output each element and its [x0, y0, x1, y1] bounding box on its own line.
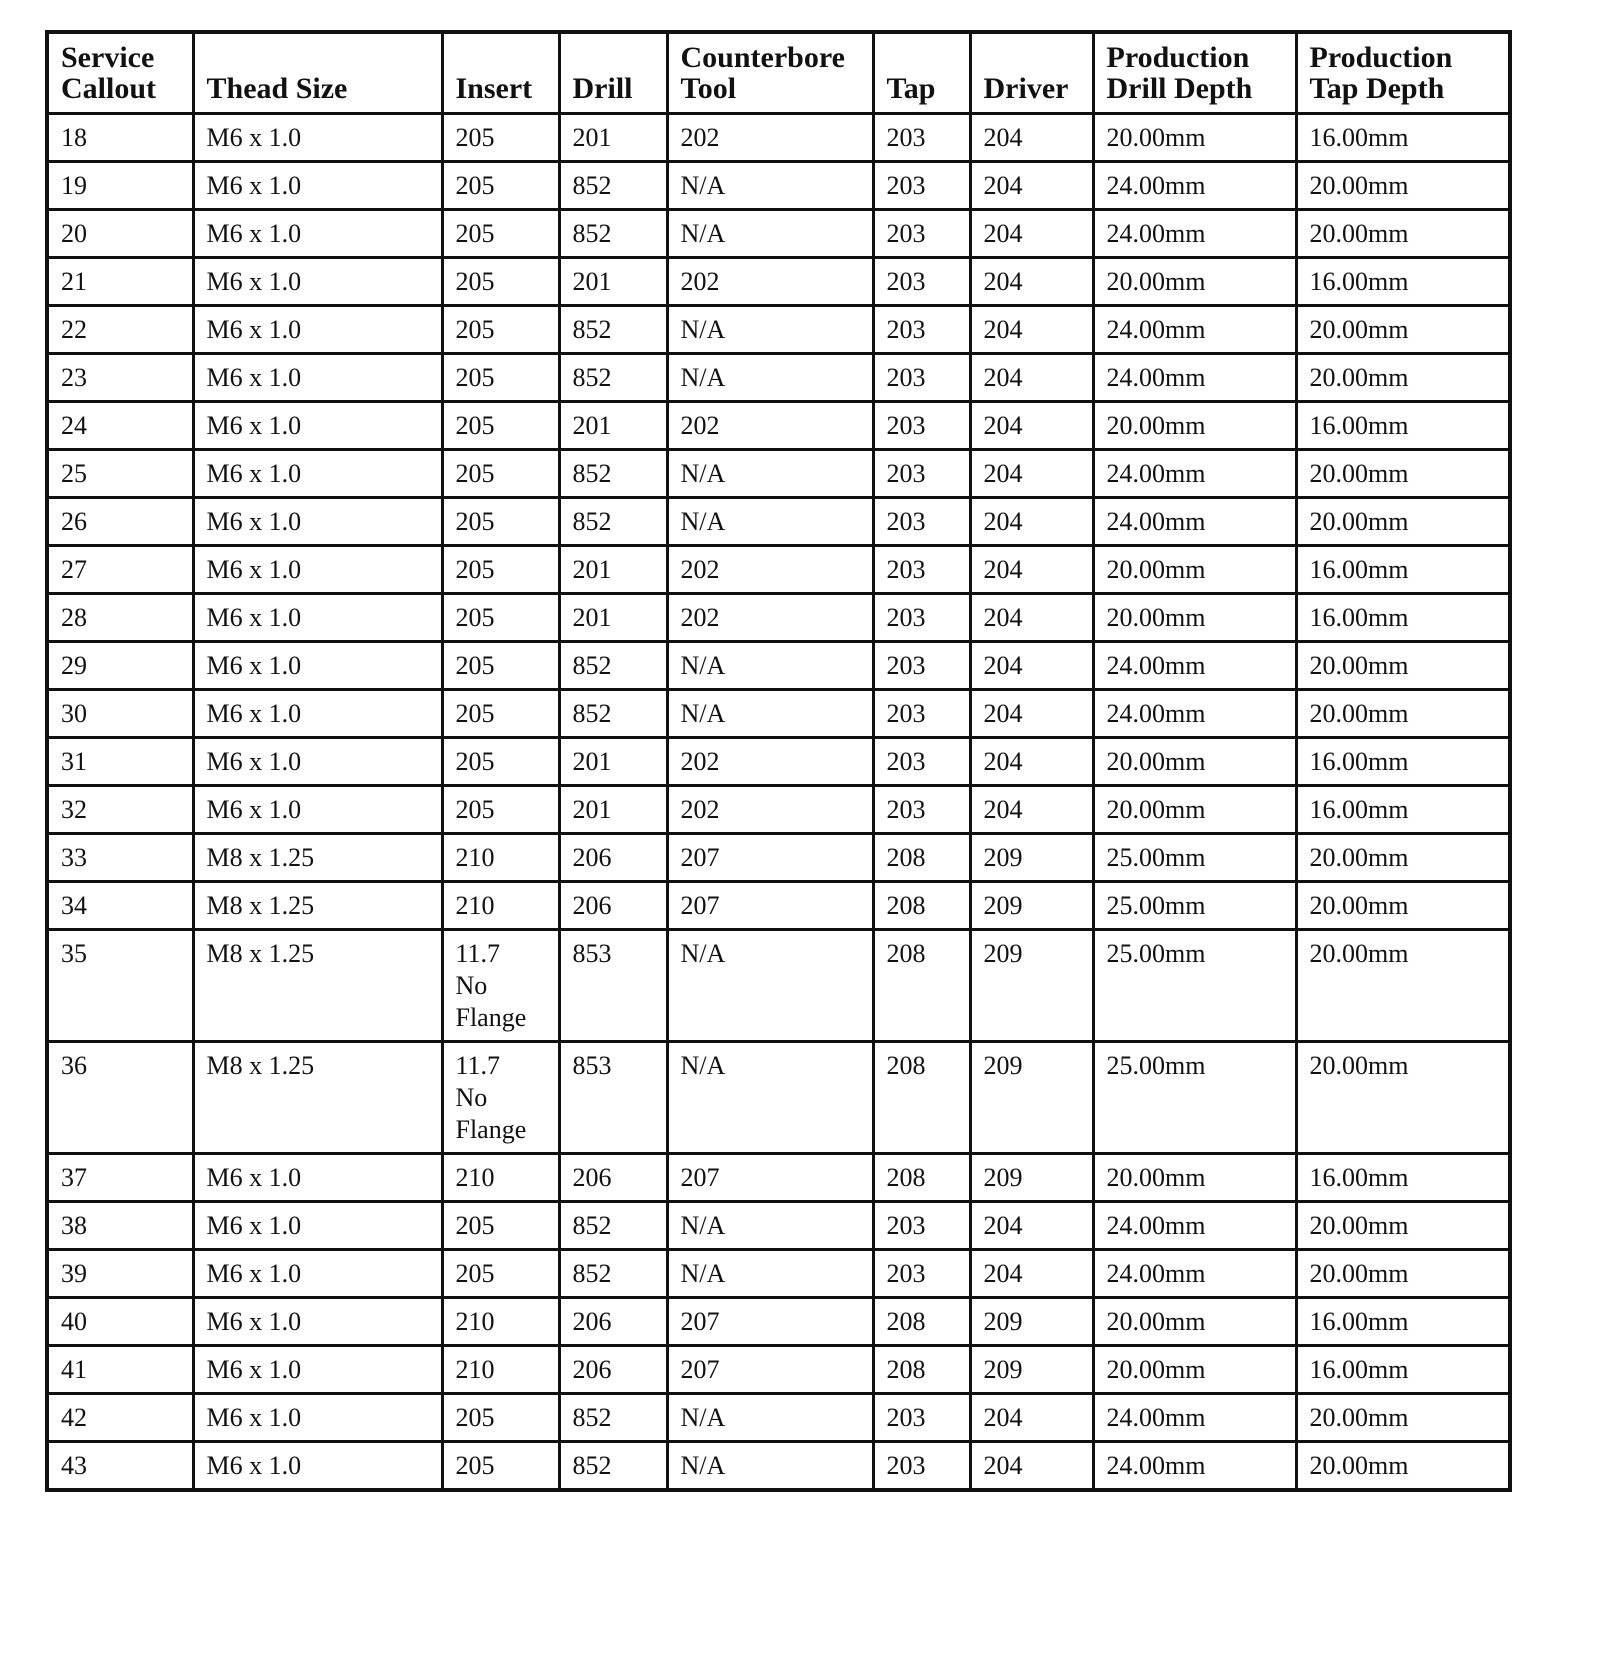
- cell-insert: [442, 930, 559, 1042]
- cell-counterbore-tool: 207: [667, 882, 873, 930]
- cell-production-tap-depth: 20.00mm: [1296, 210, 1510, 258]
- cell-production-drill-depth: 24.00mm: [1093, 1202, 1296, 1250]
- cell-drill: 206: [559, 882, 667, 930]
- cell-counterbore-tool: N/A: [667, 450, 873, 498]
- cell-drill: 852: [559, 1250, 667, 1298]
- cell-insert: 210: [442, 1154, 559, 1202]
- cell-thread-size: M6 x 1.0: [193, 162, 442, 210]
- cell-driver: 209: [970, 1346, 1093, 1394]
- cell-tap: 208: [873, 1298, 970, 1346]
- cell-insert: 205: [442, 642, 559, 690]
- cell-thread-size: M6 x 1.0: [193, 1394, 442, 1442]
- cell-tap: 208: [873, 1042, 970, 1154]
- header-label-line: Thead Size: [206, 72, 348, 105]
- header-driver: [970, 32, 1093, 114]
- cell-service-callout: 38: [47, 1202, 193, 1250]
- cell-drill: 206: [559, 834, 667, 882]
- cell-driver: 209: [970, 1042, 1093, 1154]
- header-drill: [559, 32, 667, 114]
- cell-production-drill-depth: 20.00mm: [1093, 114, 1296, 162]
- cell-thread-size: M6 x 1.0: [193, 258, 442, 306]
- cell-counterbore-tool: 207: [667, 1346, 873, 1394]
- table-row: [47, 114, 1510, 162]
- cell-service-callout: 23: [47, 354, 193, 402]
- cell-service-callout: 41: [47, 1346, 193, 1394]
- header-label-line: Callout: [61, 72, 157, 105]
- cell-drill: 201: [559, 258, 667, 306]
- cell-drill: 206: [559, 1346, 667, 1394]
- cell-production-tap-depth: 20.00mm: [1296, 690, 1510, 738]
- table-row: [47, 882, 1510, 930]
- cell-counterbore-tool: 202: [667, 114, 873, 162]
- cell-drill: 201: [559, 738, 667, 786]
- cell-thread-size: M6 x 1.0: [193, 1346, 442, 1394]
- cell-service-callout: 31: [47, 738, 193, 786]
- cell-tap: 203: [873, 354, 970, 402]
- cell-drill: 201: [559, 786, 667, 834]
- cell-insert: 205: [442, 1442, 559, 1491]
- table-row: [47, 402, 1510, 450]
- table-row: [47, 930, 1510, 1042]
- cell-production-drill-depth: 24.00mm: [1093, 162, 1296, 210]
- cell-insert: 210: [442, 834, 559, 882]
- cell-insert: 210: [442, 1346, 559, 1394]
- cell-service-callout: 33: [47, 834, 193, 882]
- cell-driver: 204: [970, 1202, 1093, 1250]
- cell-service-callout: 27: [47, 546, 193, 594]
- table-row: [47, 594, 1510, 642]
- cell-counterbore-tool: N/A: [667, 1202, 873, 1250]
- table-row: [47, 306, 1510, 354]
- table-row: [47, 1042, 1510, 1154]
- cell-production-tap-depth: 20.00mm: [1296, 354, 1510, 402]
- cell-production-drill-depth: 25.00mm: [1093, 882, 1296, 930]
- cell-production-drill-depth: 24.00mm: [1093, 354, 1296, 402]
- cell-service-callout: 40: [47, 1298, 193, 1346]
- cell-counterbore-tool: N/A: [667, 306, 873, 354]
- cell-driver: 204: [970, 402, 1093, 450]
- cell-production-tap-depth: 16.00mm: [1296, 546, 1510, 594]
- cell-thread-size: M6 x 1.0: [193, 114, 442, 162]
- header-production-drill-depth: [1093, 32, 1296, 114]
- cell-counterbore-tool: 202: [667, 786, 873, 834]
- cell-drill: 853: [559, 930, 667, 1042]
- cell-driver: 209: [970, 834, 1093, 882]
- cell-service-callout: 22: [47, 306, 193, 354]
- cell-drill: 201: [559, 594, 667, 642]
- cell-production-drill-depth: 20.00mm: [1093, 786, 1296, 834]
- cell-tap: 203: [873, 546, 970, 594]
- cell-production-tap-depth: 16.00mm: [1296, 402, 1510, 450]
- cell-tap: 208: [873, 1154, 970, 1202]
- cell-counterbore-tool: N/A: [667, 210, 873, 258]
- cell-production-tap-depth: 20.00mm: [1296, 882, 1510, 930]
- cell-insert: 205: [442, 450, 559, 498]
- cell-drill: 852: [559, 1442, 667, 1491]
- cell-production-tap-depth: 20.00mm: [1296, 306, 1510, 354]
- cell-counterbore-tool: N/A: [667, 930, 873, 1042]
- cell-thread-size: M6 x 1.0: [193, 450, 442, 498]
- cell-service-callout: 36: [47, 1042, 193, 1154]
- cell-insert: 205: [442, 1250, 559, 1298]
- cell-insert: 205: [442, 786, 559, 834]
- cell-production-drill-depth: 20.00mm: [1093, 1298, 1296, 1346]
- cell-insert: 205: [442, 402, 559, 450]
- cell-production-tap-depth: 20.00mm: [1296, 498, 1510, 546]
- cell-driver: 204: [970, 1250, 1093, 1298]
- cell-service-callout: 24: [47, 402, 193, 450]
- cell-driver: 204: [970, 690, 1093, 738]
- cell-tap: 203: [873, 210, 970, 258]
- header-production-tap-depth: [1296, 32, 1510, 114]
- cell-counterbore-tool: 202: [667, 546, 873, 594]
- cell-service-callout: 18: [47, 114, 193, 162]
- header-label-line: Counterbore: [680, 41, 845, 74]
- cell-driver: 209: [970, 930, 1093, 1042]
- cell-tap: 208: [873, 1346, 970, 1394]
- table-row: [47, 642, 1510, 690]
- cell-thread-size: M8 x 1.25: [193, 834, 442, 882]
- cell-drill: 853: [559, 1042, 667, 1154]
- cell-insert: 205: [442, 546, 559, 594]
- cell-production-drill-depth: 24.00mm: [1093, 1394, 1296, 1442]
- cell-counterbore-tool: 202: [667, 402, 873, 450]
- cell-production-tap-depth: 16.00mm: [1296, 258, 1510, 306]
- table-row: [47, 690, 1510, 738]
- cell-tap: 203: [873, 114, 970, 162]
- header-label-line: Production: [1106, 41, 1250, 74]
- cell-drill: 852: [559, 1394, 667, 1442]
- cell-drill: 852: [559, 450, 667, 498]
- cell-production-tap-depth: 16.00mm: [1296, 114, 1510, 162]
- cell-production-drill-depth: 24.00mm: [1093, 1442, 1296, 1491]
- cell-insert: 205: [442, 162, 559, 210]
- cell-driver: 204: [970, 546, 1093, 594]
- header-label-line: Drill: [572, 72, 633, 105]
- cell-thread-size: M6 x 1.0: [193, 210, 442, 258]
- cell-insert: 210: [442, 882, 559, 930]
- cell-production-tap-depth: 20.00mm: [1296, 642, 1510, 690]
- cell-tap: 203: [873, 402, 970, 450]
- cell-text-line: Flange: [455, 1003, 527, 1032]
- cell-counterbore-tool: N/A: [667, 642, 873, 690]
- table-row: [47, 450, 1510, 498]
- cell-insert: 205: [442, 1202, 559, 1250]
- cell-production-drill-depth: 25.00mm: [1093, 930, 1296, 1042]
- table-row: [47, 498, 1510, 546]
- cell-insert: 205: [442, 738, 559, 786]
- cell-counterbore-tool: N/A: [667, 1042, 873, 1154]
- cell-thread-size: M6 x 1.0: [193, 690, 442, 738]
- table-row: [47, 162, 1510, 210]
- cell-production-tap-depth: 20.00mm: [1296, 1250, 1510, 1298]
- cell-counterbore-tool: N/A: [667, 498, 873, 546]
- cell-thread-size: M6 x 1.0: [193, 738, 442, 786]
- cell-driver: 204: [970, 786, 1093, 834]
- cell-driver: 204: [970, 450, 1093, 498]
- cell-production-tap-depth: 16.00mm: [1296, 1298, 1510, 1346]
- cell-production-drill-depth: 20.00mm: [1093, 1346, 1296, 1394]
- cell-tap: 203: [873, 162, 970, 210]
- table-header-row: [47, 32, 1510, 114]
- cell-tap: 203: [873, 498, 970, 546]
- cell-tap: 203: [873, 642, 970, 690]
- cell-tap: 203: [873, 738, 970, 786]
- cell-tap: 203: [873, 450, 970, 498]
- cell-drill: 201: [559, 546, 667, 594]
- cell-tap: 208: [873, 930, 970, 1042]
- header-label-line: Service: [61, 41, 155, 74]
- header-label-line: Tool: [680, 72, 737, 105]
- table-row: [47, 354, 1510, 402]
- cell-production-drill-depth: 20.00mm: [1093, 258, 1296, 306]
- cell-tap: 208: [873, 834, 970, 882]
- cell-driver: 204: [970, 594, 1093, 642]
- cell-production-tap-depth: 16.00mm: [1296, 1346, 1510, 1394]
- cell-tap: 203: [873, 690, 970, 738]
- cell-production-tap-depth: 20.00mm: [1296, 450, 1510, 498]
- cell-counterbore-tool: N/A: [667, 354, 873, 402]
- cell-thread-size: M6 x 1.0: [193, 594, 442, 642]
- cell-insert: 205: [442, 114, 559, 162]
- cell-tap: 203: [873, 1202, 970, 1250]
- cell-thread-size: M6 x 1.0: [193, 642, 442, 690]
- cell-counterbore-tool: 207: [667, 1298, 873, 1346]
- cell-drill: 852: [559, 690, 667, 738]
- header-label-line: Driver: [983, 72, 1069, 105]
- cell-thread-size: M6 x 1.0: [193, 546, 442, 594]
- cell-thread-size: M8 x 1.25: [193, 930, 442, 1042]
- cell-drill: 852: [559, 354, 667, 402]
- cell-production-tap-depth: 20.00mm: [1296, 162, 1510, 210]
- cell-production-tap-depth: 20.00mm: [1296, 1202, 1510, 1250]
- cell-driver: 204: [970, 642, 1093, 690]
- cell-service-callout: 43: [47, 1442, 193, 1491]
- cell-text-line: 11.7: [455, 939, 501, 968]
- cell-service-callout: 19: [47, 162, 193, 210]
- cell-service-callout: 26: [47, 498, 193, 546]
- cell-production-drill-depth: 24.00mm: [1093, 498, 1296, 546]
- cell-text-line: 11.7: [455, 1051, 501, 1080]
- header-service-callout: [47, 32, 193, 114]
- cell-production-drill-depth: 25.00mm: [1093, 1042, 1296, 1154]
- cell-driver: 204: [970, 306, 1093, 354]
- cell-production-drill-depth: 20.00mm: [1093, 402, 1296, 450]
- spec-table: [45, 30, 1512, 1492]
- cell-production-tap-depth: 16.00mm: [1296, 1154, 1510, 1202]
- cell-counterbore-tool: N/A: [667, 1442, 873, 1491]
- cell-insert: 205: [442, 210, 559, 258]
- cell-drill: 852: [559, 498, 667, 546]
- cell-thread-size: M6 x 1.0: [193, 354, 442, 402]
- cell-service-callout: 34: [47, 882, 193, 930]
- cell-production-tap-depth: 20.00mm: [1296, 1394, 1510, 1442]
- cell-thread-size: M8 x 1.25: [193, 1042, 442, 1154]
- cell-service-callout: 39: [47, 1250, 193, 1298]
- cell-service-callout: 28: [47, 594, 193, 642]
- cell-production-tap-depth: 16.00mm: [1296, 738, 1510, 786]
- cell-service-callout: 25: [47, 450, 193, 498]
- cell-production-tap-depth: 20.00mm: [1296, 930, 1510, 1042]
- header-label-line: Tap Depth: [1309, 72, 1445, 105]
- cell-driver: 209: [970, 1154, 1093, 1202]
- table-row: [47, 1394, 1510, 1442]
- cell-tap: 203: [873, 786, 970, 834]
- cell-production-drill-depth: 24.00mm: [1093, 210, 1296, 258]
- cell-drill: 206: [559, 1298, 667, 1346]
- cell-service-callout: 35: [47, 930, 193, 1042]
- table-row: [47, 1154, 1510, 1202]
- cell-service-callout: 20: [47, 210, 193, 258]
- cell-production-drill-depth: 20.00mm: [1093, 738, 1296, 786]
- cell-production-drill-depth: 24.00mm: [1093, 450, 1296, 498]
- cell-production-drill-depth: 20.00mm: [1093, 1154, 1296, 1202]
- cell-text-line: Flange: [455, 1115, 527, 1144]
- cell-tap: 203: [873, 1250, 970, 1298]
- cell-service-callout: 37: [47, 1154, 193, 1202]
- header-label-line: Tap: [886, 72, 936, 105]
- cell-production-drill-depth: 20.00mm: [1093, 546, 1296, 594]
- cell-driver: 204: [970, 258, 1093, 306]
- table-row: [47, 1202, 1510, 1250]
- cell-insert: 205: [442, 690, 559, 738]
- header-tap: [873, 32, 970, 114]
- cell-thread-size: M6 x 1.0: [193, 1202, 442, 1250]
- header-thread-size: [193, 32, 442, 114]
- cell-driver: 204: [970, 1394, 1093, 1442]
- cell-production-tap-depth: 16.00mm: [1296, 786, 1510, 834]
- cell-service-callout: 42: [47, 1394, 193, 1442]
- cell-drill: 852: [559, 306, 667, 354]
- cell-production-tap-depth: 20.00mm: [1296, 1042, 1510, 1154]
- table-row: [47, 258, 1510, 306]
- cell-production-tap-depth: 20.00mm: [1296, 834, 1510, 882]
- cell-counterbore-tool: N/A: [667, 1394, 873, 1442]
- cell-driver: 204: [970, 354, 1093, 402]
- cell-text-line: No: [455, 1083, 488, 1112]
- table-row: [47, 786, 1510, 834]
- cell-drill: 201: [559, 114, 667, 162]
- cell-drill: 852: [559, 642, 667, 690]
- cell-service-callout: 30: [47, 690, 193, 738]
- header-label-line: Drill Depth: [1106, 72, 1253, 105]
- cell-driver: 209: [970, 1298, 1093, 1346]
- cell-service-callout: 29: [47, 642, 193, 690]
- cell-service-callout: 32: [47, 786, 193, 834]
- cell-counterbore-tool: N/A: [667, 690, 873, 738]
- cell-insert: 205: [442, 1394, 559, 1442]
- cell-drill: 852: [559, 1202, 667, 1250]
- cell-counterbore-tool: 202: [667, 258, 873, 306]
- cell-tap: 203: [873, 1442, 970, 1491]
- cell-thread-size: M6 x 1.0: [193, 1442, 442, 1491]
- cell-thread-size: M6 x 1.0: [193, 402, 442, 450]
- cell-drill: 206: [559, 1154, 667, 1202]
- cell-counterbore-tool: 207: [667, 1154, 873, 1202]
- cell-tap: 203: [873, 306, 970, 354]
- cell-thread-size: M6 x 1.0: [193, 498, 442, 546]
- cell-thread-size: M6 x 1.0: [193, 1154, 442, 1202]
- cell-driver: 204: [970, 114, 1093, 162]
- header-insert: [442, 32, 559, 114]
- table-row: [47, 1298, 1510, 1346]
- cell-driver: 204: [970, 1442, 1093, 1491]
- cell-thread-size: M6 x 1.0: [193, 1298, 442, 1346]
- cell-production-drill-depth: 25.00mm: [1093, 834, 1296, 882]
- cell-production-tap-depth: 20.00mm: [1296, 1442, 1510, 1491]
- cell-drill: 201: [559, 402, 667, 450]
- cell-insert: 210: [442, 1298, 559, 1346]
- cell-production-drill-depth: 24.00mm: [1093, 306, 1296, 354]
- table-row: [47, 1442, 1510, 1491]
- cell-counterbore-tool: N/A: [667, 1250, 873, 1298]
- table-row: [47, 210, 1510, 258]
- header-counterbore-tool: [667, 32, 873, 114]
- table-row: [47, 1250, 1510, 1298]
- cell-driver: 209: [970, 882, 1093, 930]
- cell-production-drill-depth: 24.00mm: [1093, 642, 1296, 690]
- cell-tap: 208: [873, 882, 970, 930]
- header-label-line: Insert: [455, 72, 533, 105]
- table-row: [47, 738, 1510, 786]
- cell-driver: 204: [970, 210, 1093, 258]
- cell-thread-size: M6 x 1.0: [193, 786, 442, 834]
- cell-driver: 204: [970, 498, 1093, 546]
- table-row: [47, 546, 1510, 594]
- header-label-line: Production: [1309, 41, 1453, 74]
- cell-counterbore-tool: 202: [667, 738, 873, 786]
- cell-thread-size: M6 x 1.0: [193, 306, 442, 354]
- cell-production-drill-depth: 20.00mm: [1093, 594, 1296, 642]
- table-body: [47, 114, 1510, 1491]
- cell-thread-size: M8 x 1.25: [193, 882, 442, 930]
- cell-thread-size: M6 x 1.0: [193, 1250, 442, 1298]
- cell-insert: [442, 1042, 559, 1154]
- cell-tap: 203: [873, 594, 970, 642]
- table-row: [47, 1346, 1510, 1394]
- cell-counterbore-tool: 207: [667, 834, 873, 882]
- cell-counterbore-tool: N/A: [667, 162, 873, 210]
- cell-drill: 852: [559, 210, 667, 258]
- cell-insert: 205: [442, 594, 559, 642]
- cell-insert: 205: [442, 258, 559, 306]
- cell-drill: 852: [559, 162, 667, 210]
- cell-insert: 205: [442, 354, 559, 402]
- cell-production-drill-depth: 24.00mm: [1093, 1250, 1296, 1298]
- cell-service-callout: 21: [47, 258, 193, 306]
- table-row: [47, 834, 1510, 882]
- cell-production-tap-depth: 16.00mm: [1296, 594, 1510, 642]
- cell-insert: 205: [442, 498, 559, 546]
- cell-tap: 203: [873, 258, 970, 306]
- cell-driver: 204: [970, 162, 1093, 210]
- cell-insert: 205: [442, 306, 559, 354]
- cell-counterbore-tool: 202: [667, 594, 873, 642]
- cell-text-line: No: [455, 971, 488, 1000]
- cell-driver: 204: [970, 738, 1093, 786]
- cell-production-drill-depth: 24.00mm: [1093, 690, 1296, 738]
- cell-tap: 203: [873, 1394, 970, 1442]
